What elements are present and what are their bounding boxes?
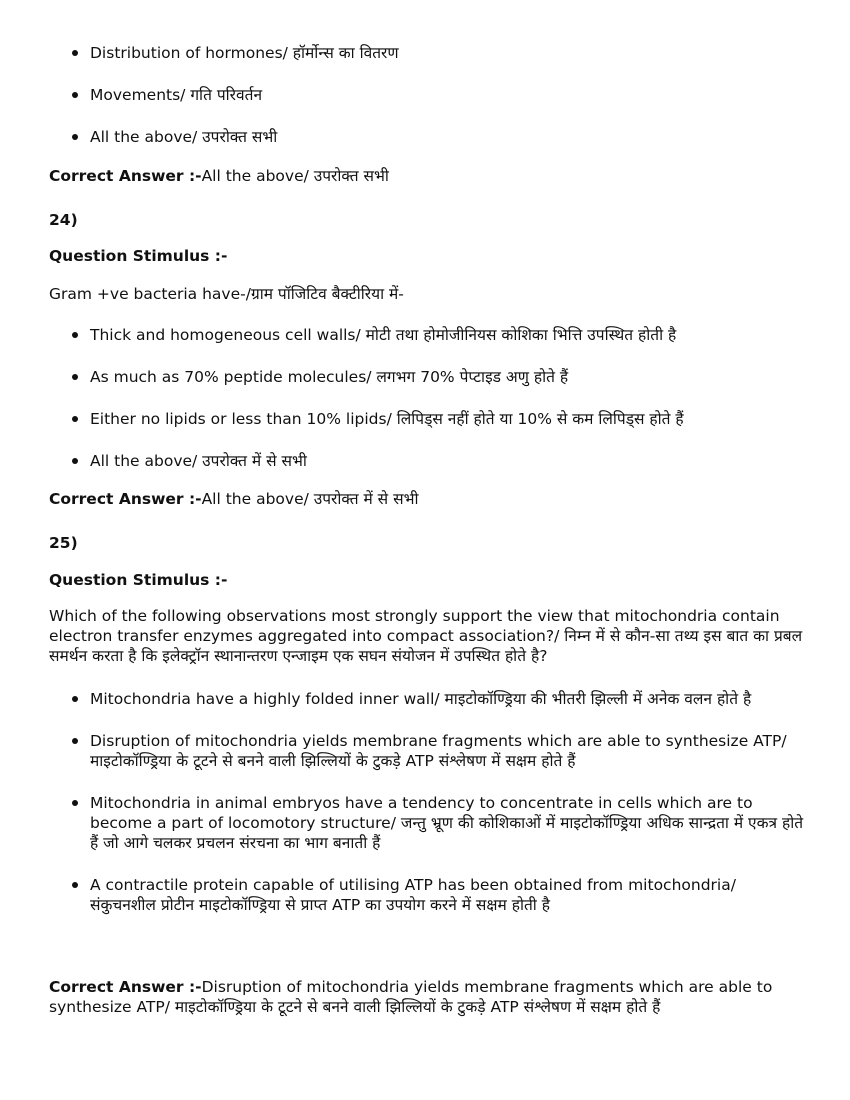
q25-options-list (49, 689, 806, 915)
option-item: Movements/ गति परिवर्तन (49, 85, 806, 105)
correct-answer-text: All the above/ उपरोक्त में से सभी (201, 490, 419, 508)
option-item: As much as 70% peptide molecules/ लगभग 70% पेप्टाइड अणु होते हैं (49, 367, 806, 387)
option-item: Thick and homogeneous cell walls/ मोटी तथा होमोजीनियस कोशिका भित्ति उपस्थित होती है (49, 325, 806, 345)
option-item: A contractile protein capable of utilising ATP has been obtained from mitochondria/ संकुचनशील प्रोटीन माइटोकॉण्ड्रिया से प्राप्त ATP का उपयोग करने में सक्षम होती है (49, 875, 806, 915)
q25-correct-answer (49, 977, 806, 1017)
option-item: Either no lipids or less than 10% lipids/ लिपिड्स नहीं होते या 10% से कम लिपिड्स होते हैं (49, 409, 806, 429)
correct-answer-text: All the above/ उपरोक्त सभी (201, 167, 389, 185)
option-item: Mitochondria have a highly folded inner wall/ माइटोकॉण्ड्रिया की भीतरी झिल्ली में अनेक वलन होते है (49, 689, 806, 709)
question-number: 24) (49, 211, 78, 229)
correct-answer-text: Disruption of mitochondria yields membrane fragments which are able to synthesize ATP/ माइटोकॉण्ड्रिया के टूटने से बनने वाली झिल्लियों के टुकड़े ATP संश्लेषण में सक्षम होते हैं (49, 978, 773, 1016)
correct-answer-label: Correct Answer :- (49, 490, 202, 508)
option-item: Distribution of hormones/ हॉर्मोन्स का वितरण (49, 43, 806, 63)
option-item: All the above/ उपरोक्त में से सभी (49, 451, 806, 471)
question-stimulus-label: Question Stimulus :- (49, 571, 228, 589)
correct-answer-label: Correct Answer :- (49, 978, 202, 996)
correct-answer-label: Correct Answer :- (49, 167, 202, 185)
question-number: 25) (49, 534, 78, 552)
question-text: Gram +ve bacteria have-/ग्राम पॉजिटिव बैक्टीरिया में- (49, 285, 404, 303)
q23-options-list (49, 43, 806, 147)
option-item: Mitochondria in animal embryos have a tendency to concentrate in cells which are to become a part of locomotory structure/ जन्तु भ्रूण की कोशिकाओं में माइटोकॉण्ड्रिया अधिक सान्द्रता में एकत्र होते हैं जो आगे चलकर प्रचलन संरचना का भाग बनाती हैं (49, 793, 806, 853)
question-text: Which of the following observations most strongly support the view that mitochondria contain electron transfer enzymes aggregated into compact association?/ निम्न में से कौन-सा तथ्य इस बात का प्रबल समर्थन करता है कि इलेक्ट्रॉन स्थानान्तरण एन्जाइम एक सघन संयोजन में उपस्थित होते है? (49, 607, 803, 665)
q24-correct-answer (49, 489, 806, 509)
question-stimulus-label: Question Stimulus :- (49, 247, 228, 265)
q23-correct-answer (49, 166, 806, 186)
option-item: All the above/ उपरोक्त सभी (49, 127, 806, 147)
q24-options-list (49, 325, 806, 471)
option-item: Disruption of mitochondria yields membrane fragments which are able to synthesize ATP/ माइटोकॉण्ड्रिया के टूटने से बनने वाली झिल्लियों के टुकड़े ATP संश्लेषण में सक्षम होते हैं (49, 731, 806, 771)
